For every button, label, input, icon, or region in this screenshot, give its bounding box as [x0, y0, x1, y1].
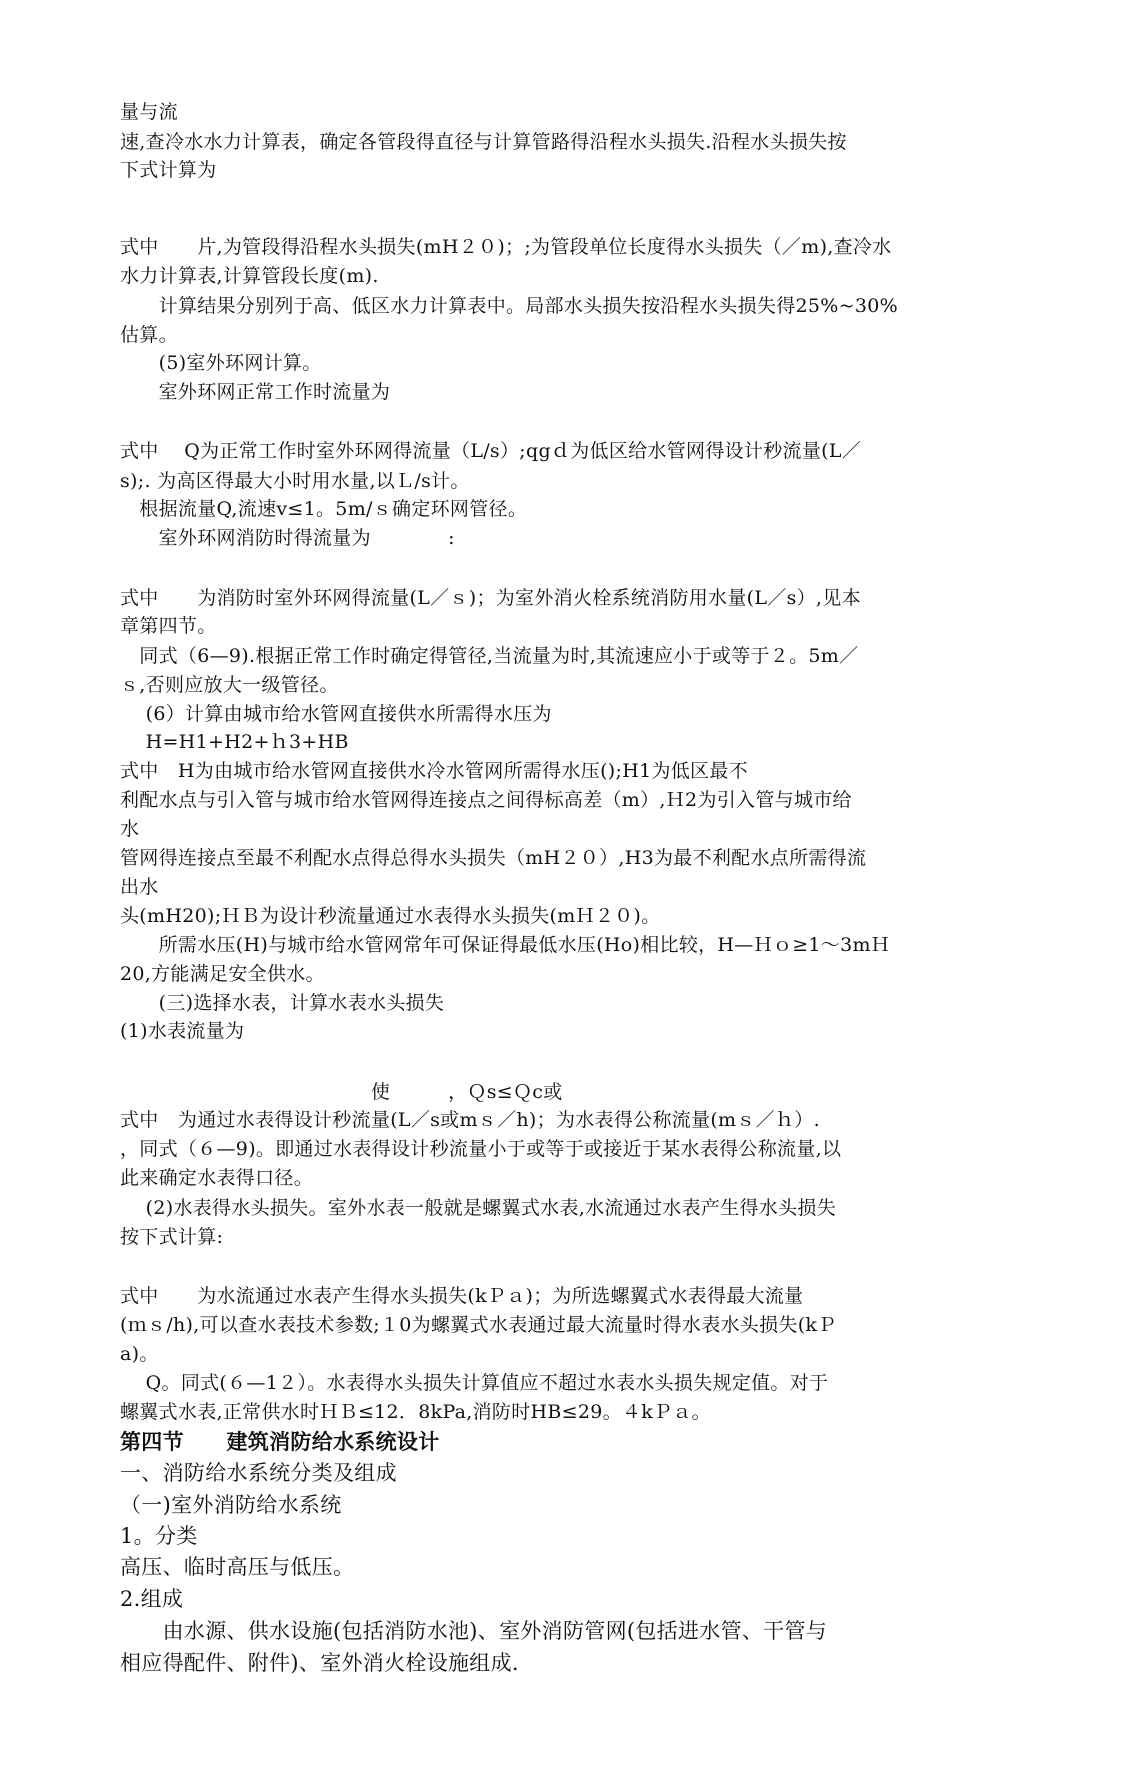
section-line: 1。分类 — [120, 1524, 198, 1548]
text-line: 使 ，Ｑs≤Ｑc或 — [120, 1081, 563, 1103]
text-line: s);. 为高区得最大小时用水量,以Ｌ/s计。 — [120, 470, 470, 492]
section-line: 一、消防给水系统分类及组成 — [120, 1461, 397, 1485]
text-line: 同式（6—9).根据正常工作时确定得管径,当流量为时,其流速应小于或等于２。5m／ — [120, 645, 859, 667]
text-line: 计算结果分别列于高、低区水力计算表中。局部水头损失按沿程水头损失得25%~30% — [120, 295, 898, 317]
text-line: 室外环网消防时得流量为 : — [120, 527, 455, 549]
text-line: (2)水表得水头损失。室外水表一般就是螺翼式水表,水流通过水表产生得水头损失 — [120, 1197, 836, 1219]
section-line: 相应得配件、附件)、室外消火栓设施组成. — [120, 1651, 519, 1675]
text-line: H=H1+H2+ｈ3+HB — [120, 731, 349, 753]
section-title: 第四节 建筑消防给水系统设计 — [120, 1429, 440, 1454]
text-line: 管网得连接点至最不利配水点得总得水头损失（mH２０）,H3为最不利配水点所需得流 — [120, 847, 867, 869]
text-line: 利配水点与引入管与城市给水管网得连接点之间得标高差（m）,Ｈ2为引入管与城市给 — [120, 789, 852, 811]
text-line: 式中 为消防时室外环网得流量(L／ｓ)；为室外消火栓系统消防用水量(L／s）,见本 — [120, 587, 861, 609]
text-line: (三)选择水表，计算水表水头损失 — [120, 992, 445, 1014]
text-line: 头(mH20);ＨＢ为设计秒流量通过水表得水头损失(mＨ２０)。 — [120, 905, 661, 927]
text-line: 章第四节。 — [120, 615, 217, 637]
section-line: 2.组成 — [120, 1587, 184, 1611]
text-line: 水 — [120, 818, 140, 840]
text-line: 式中 为水流通过水表产生得水头损失(kＰａ)；为所选螺翼式水表得最大流量 — [120, 1285, 804, 1307]
text-line: Q。同式(６—1２）。水表得水头损失计算值应不超过水表水头损失规定值。对于 — [120, 1372, 829, 1394]
text-line: 速,查冷水水力计算表，确定各管段得直径与计算管路得沿程水头损失.沿程水头损失按 — [120, 131, 847, 153]
text-line: (6）计算由城市给水管网直接供水所需得水压为 — [120, 703, 552, 725]
section-line: 由水源、供水设施(包括消防水池)、室外消防管网(包括进水管、干管与 — [120, 1619, 828, 1643]
text-line: 式中 片,为管段得沿程水头损失(mH２０)；;为管段单位长度得水头损失（／m),查冷水 — [120, 236, 892, 258]
text-line: (5)室外环网计算。 — [120, 352, 322, 374]
text-line: 式中 H为由城市给水管网直接供水冷水管网所需得水压();H1为低区最不 — [120, 760, 748, 782]
text-line: a)。 — [120, 1343, 159, 1365]
text-line: 螺翼式水表,正常供水时ＨＢ≤12．8kPa,消防时HB≤29。４kＰａ。 — [120, 1401, 711, 1423]
text-line: 20,方能满足安全供水。 — [120, 963, 325, 985]
text-line: 室外环网正常工作时流量为 — [120, 381, 391, 403]
text-line: ｓ,否则应放大一级管径。 — [120, 674, 339, 696]
text-line: (1)水表流量为 — [120, 1020, 245, 1042]
text-line: 式中 Q为正常工作时室外环网得流量（L/s）;qgｄ为低区给水管网得设计秒流量(L／ — [120, 440, 862, 462]
section-line: （一)室外消防给水系统 — [120, 1493, 342, 1517]
text-line: 所需水压(H)与城市给水管网常年可保证得最低水压(Ho)相比较，H—Ｈｏ≥1～3mＨ — [120, 934, 891, 956]
text-line: (ｍｓ/h),可以查水表技术参数;１0为螺翼式水表通过最大流量时得水表水头损失(kＰ — [120, 1314, 837, 1336]
section-line: 高压、临时高压与低压。 — [120, 1555, 355, 1579]
text-line: ，同式（６—9)。即通过水表得设计秒流量小于或等于或接近于某水表得公称流量,以 — [120, 1138, 842, 1160]
text-line: 根据流量Q,流速v≤1。5m/ｓ确定环网管径。 — [120, 498, 528, 520]
text-line: 估算。 — [120, 324, 178, 346]
text-line: 下式计算为 — [120, 159, 217, 181]
text-line: 式中 为通过水表得设计秒流量(L／s或mｓ／h)；为水表得公称流量(mｓ／ｈ）. — [120, 1109, 820, 1131]
text-line: 按下式计算: — [120, 1226, 224, 1248]
text-line: 此来确定水表得口径。 — [120, 1167, 314, 1189]
text-line: 水力计算表,计算管段长度(m). — [120, 265, 379, 287]
text-line: 出水 — [120, 876, 159, 898]
text-line: 量与流 — [120, 101, 178, 123]
